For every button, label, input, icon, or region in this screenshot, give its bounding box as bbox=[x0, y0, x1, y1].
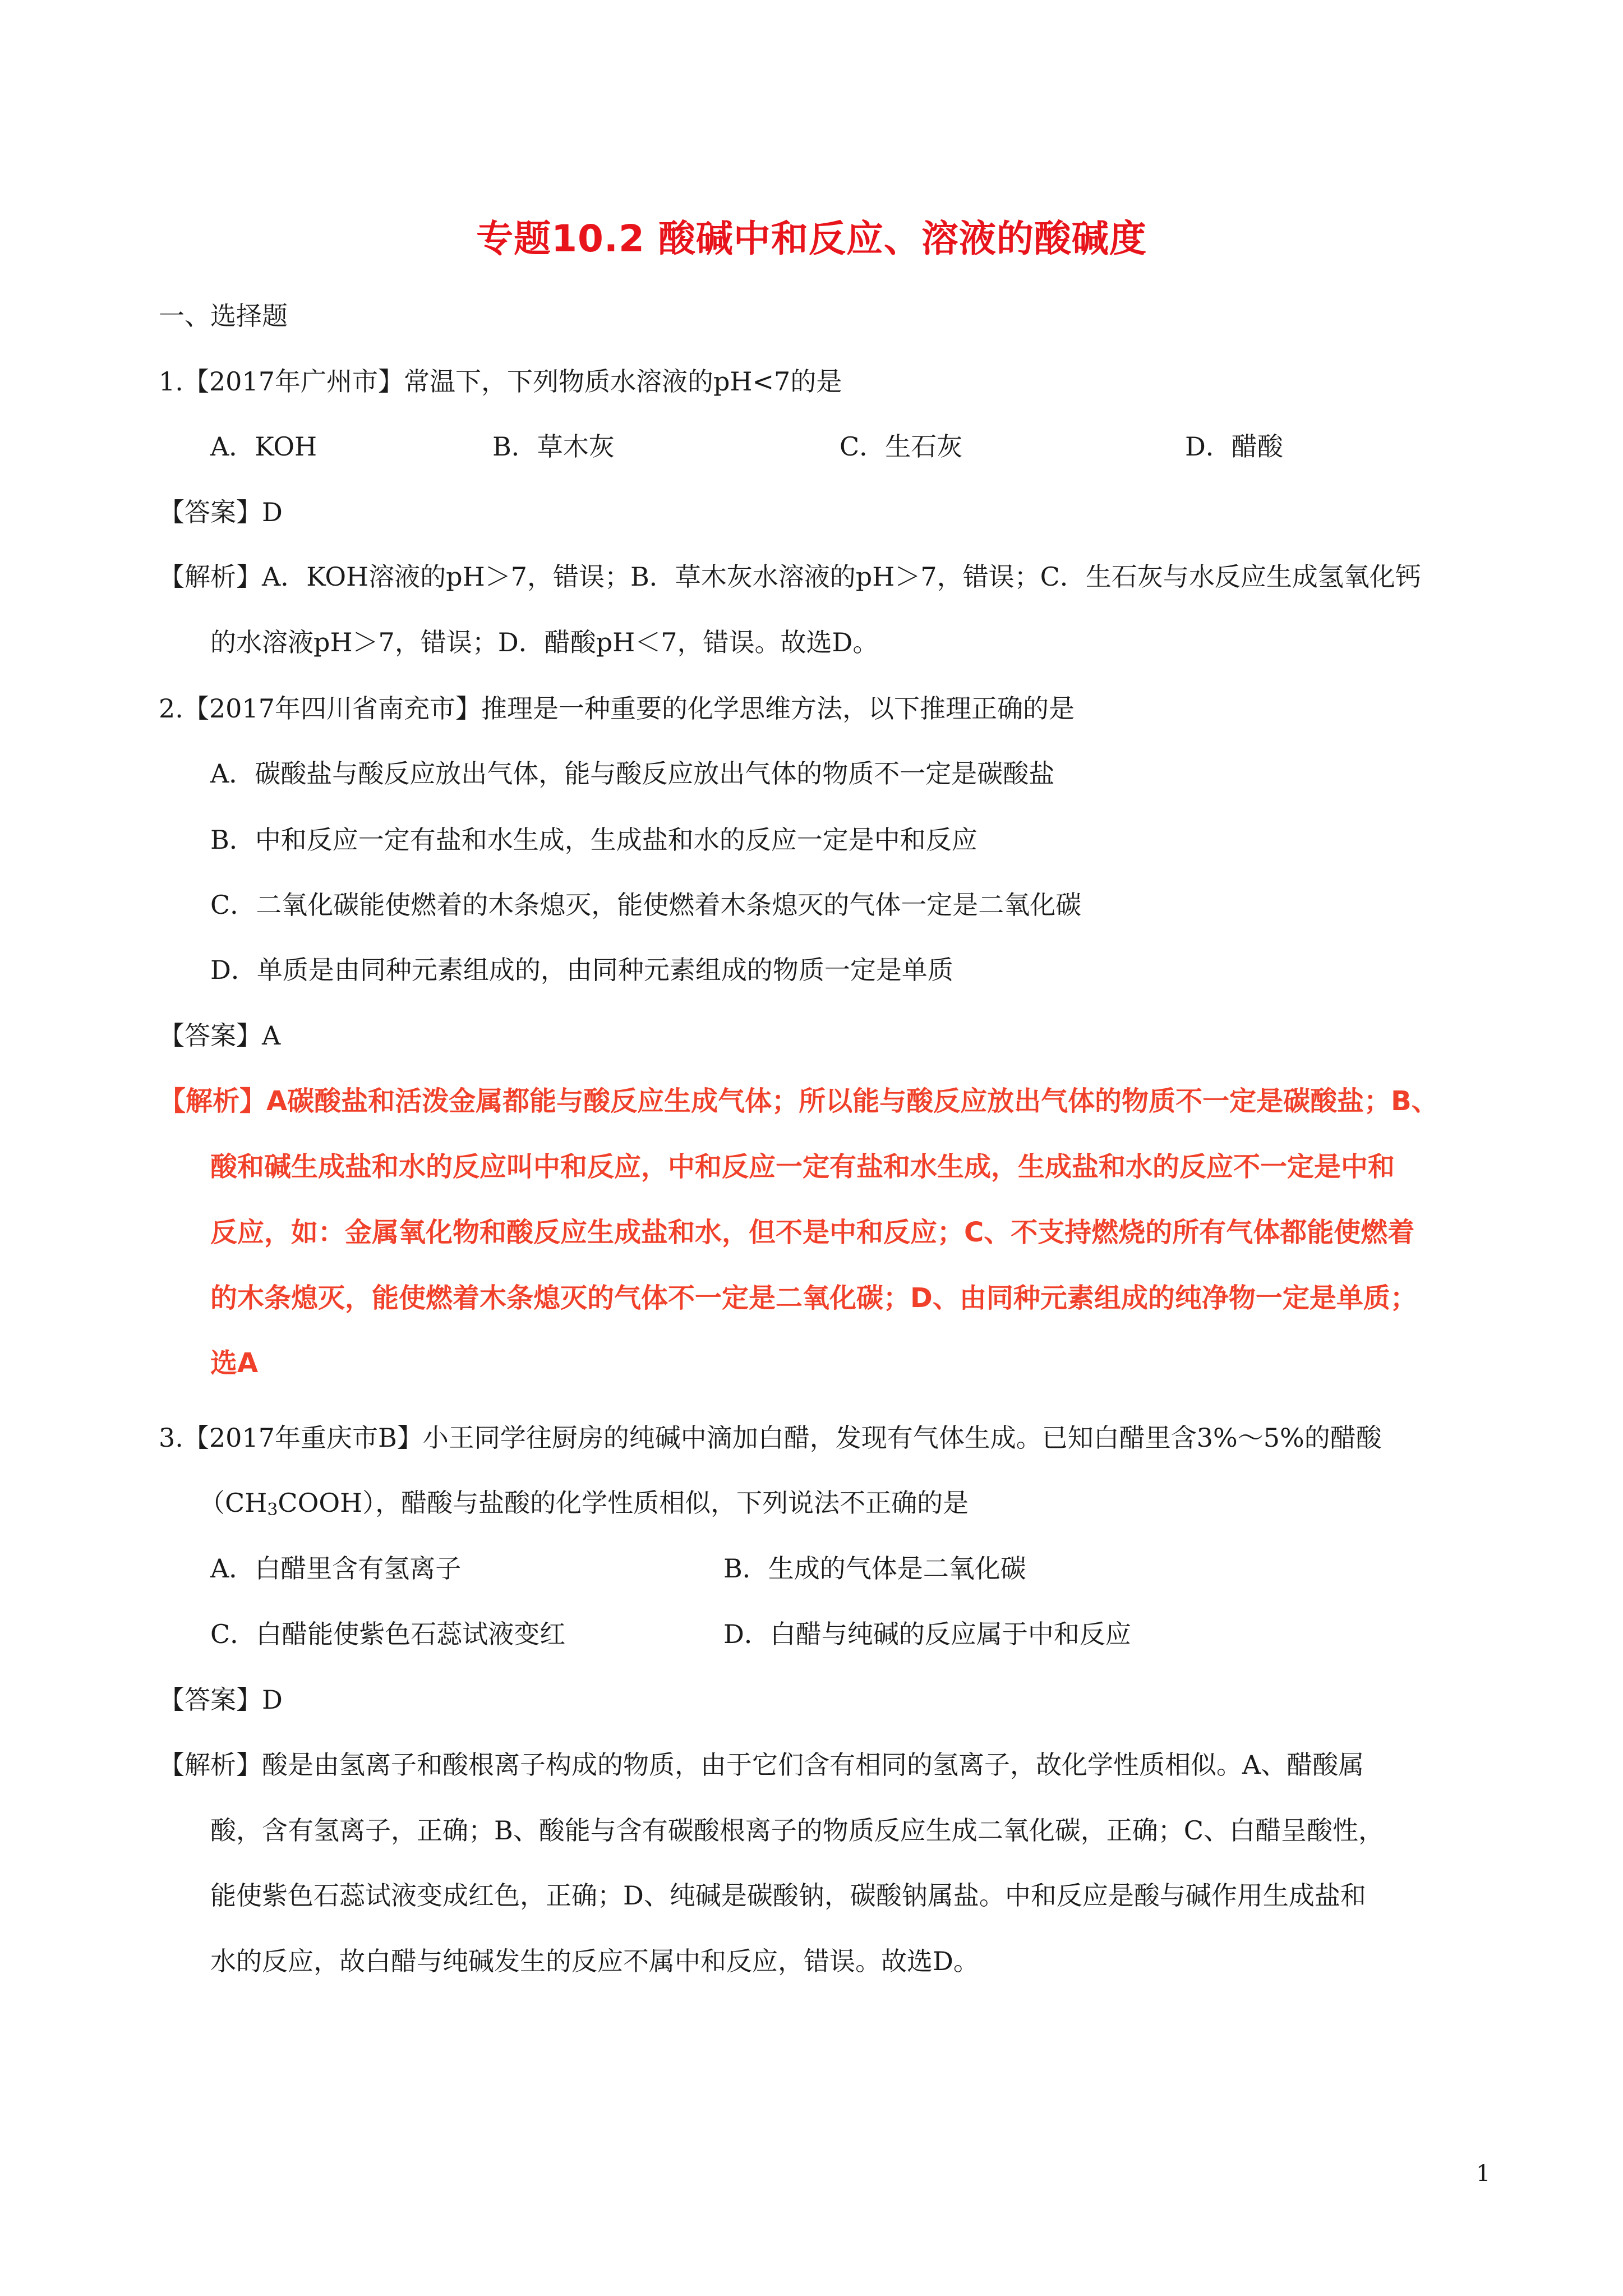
q2-analysis-line-5: 选A bbox=[210, 1347, 259, 1379]
q1-analysis-line-1: 【解析】A．KOH溶液的pH＞7，错误；B．草木灰水溶液的pH＞7，错误；C．生石灰与水反应生成氢氧化钙 bbox=[159, 562, 1421, 592]
q2-option-d: D．单质是由同种元素组成的，由同种元素组成的物质一定是单质 bbox=[210, 955, 953, 985]
q2-stem: 2.【2017年四川省南充市】推理是一种重要的化学思维方法，以下推理正确的是 bbox=[159, 693, 1075, 724]
q3-analysis-line-1: 【解析】酸是由氢离子和酸根离子构成的物质，由于它们含有相同的氢离子，故化学性质相似。A、醋酸属 bbox=[159, 1750, 1364, 1780]
q3-option-d: D．白醋与纯碱的反应属于中和反应 bbox=[723, 1619, 1131, 1649]
q3-option-c: C．白醋能使紫色石蕊试液变红 bbox=[210, 1619, 566, 1649]
q1-option-a: A．KOH bbox=[210, 431, 317, 462]
q2-analysis-line-1: 【解析】A碳酸盐和活泼金属都能与酸反应生成气体；所以能与酸反应放出气体的物质不一定是碳酸盐；B、 bbox=[159, 1085, 1438, 1117]
q2-analysis-line-3: 反应，如：金属氧化物和酸反应生成盐和水，但不是中和反应；C、不支持燃烧的所有气体都能使燃着 bbox=[210, 1217, 1415, 1248]
q2-option-b: B．中和反应一定有盐和水生成，生成盐和水的反应一定是中和反应 bbox=[210, 825, 978, 855]
q2-answer: 【答案】A bbox=[159, 1020, 281, 1051]
page-number: 1 bbox=[1476, 2161, 1491, 2187]
page-title: 专题10.2 酸碱中和反应、溶液的酸碱度 bbox=[476, 217, 1147, 260]
q1-option-c: C．生石灰 bbox=[840, 431, 963, 462]
section-heading: 一、选择题 bbox=[159, 301, 288, 331]
q3-stem-line-2: $(CH_3COOH)$，醋酸与盐酸的化学性质相似，下列说法不正确的是 bbox=[199, 1488, 969, 1520]
q3-option-a: A．白醋里含有氢离子 bbox=[210, 1553, 462, 1584]
q2-option-a: A．碳酸盐与酸反应放出气体，能与酸反应放出气体的物质不一定是碳酸盐 bbox=[210, 758, 1055, 789]
q2-option-c: C．二氧化碳能使燃着的木条熄灭，能使燃着木条熄灭的气体一定是二氧化碳 bbox=[210, 890, 1082, 920]
q1-stem: 1.【2017年广州市】常温下，下列物质水溶液的pH<7的是 bbox=[159, 366, 842, 397]
q1-option-b: B．草木灰 bbox=[492, 431, 615, 462]
q3-analysis-line-3: 能使紫色石蕊试液变成红色，正确；D、纯碱是碳酸钠，碳酸钠属盐。中和反应是酸与碱作用生成盐和 bbox=[210, 1880, 1366, 1911]
q1-option-d: D．醋酸 bbox=[1185, 431, 1283, 462]
q1-analysis-line-2: 的水溶液pH＞7，错误；D．醋酸pH＜7，错误。故选D。 bbox=[210, 627, 879, 657]
q1-answer: 【答案】D bbox=[159, 497, 283, 527]
q3-option-b: B．生成的气体是二氧化碳 bbox=[723, 1553, 1026, 1584]
q2-analysis-line-2: 酸和碱生成盐和水的反应叫中和反应，中和反应一定有盐和水生成，生成盐和水的反应不一定是中和 bbox=[210, 1151, 1395, 1182]
q3-answer: 【答案】D bbox=[159, 1685, 283, 1715]
q3-analysis-line-2: 酸，含有氢离子，正确；B、酸能与含有碳酸根离子的物质反应生成二氧化碳，正确；C、白醋呈酸性， bbox=[210, 1815, 1384, 1846]
q3-analysis-line-4: 水的反应，故白醋与纯碱发生的反应不属中和反应，错误。故选D。 bbox=[210, 1946, 979, 1976]
q2-analysis-line-4: 的木条熄灭，能使燃着木条熄灭的气体不一定是二氧化碳；D、由同种元素组成的纯净物一定是单质； bbox=[210, 1282, 1417, 1314]
q3-stem-line-1: 3.【2017年重庆市B】小王同学往厨房的纯碱中滴加白醋，发现有气体生成。已知白醋里含3%～5%的醋酸 bbox=[159, 1423, 1382, 1453]
